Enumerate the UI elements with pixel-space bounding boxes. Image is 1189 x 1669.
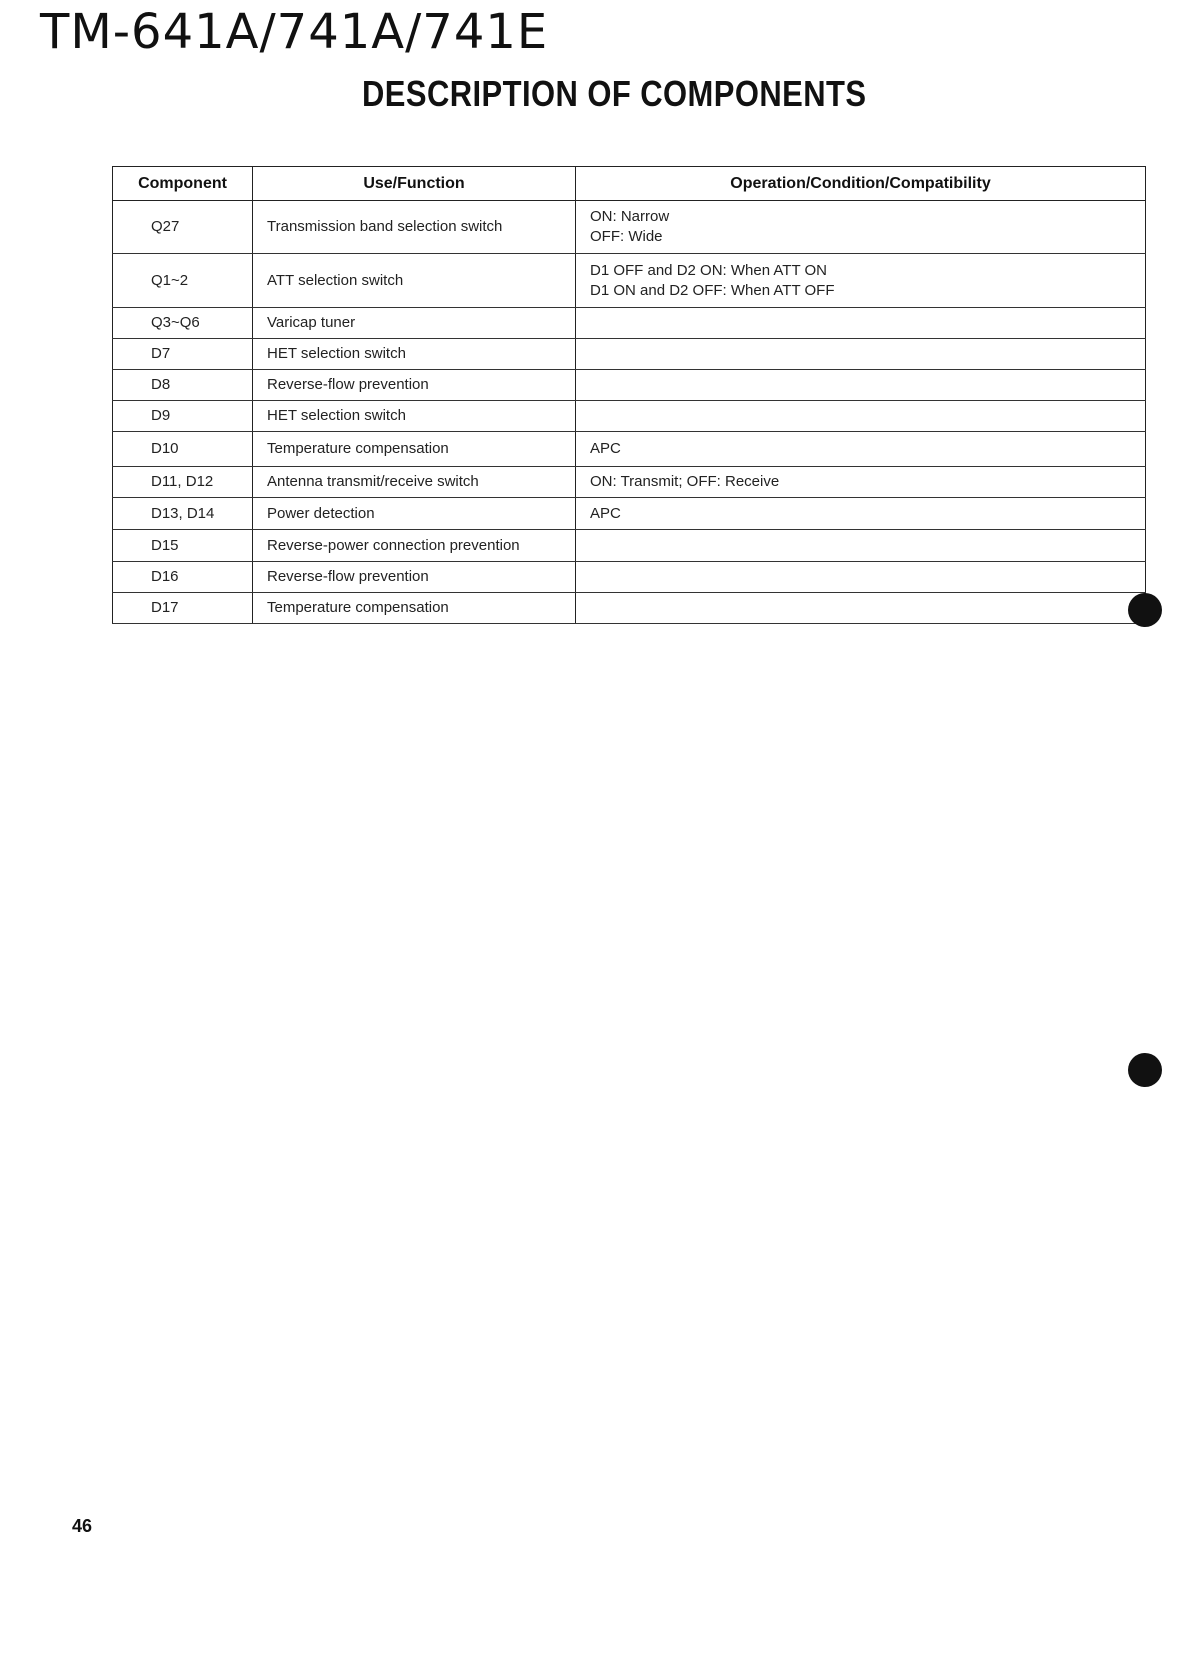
cell-use-function: Temperature compensation <box>253 432 576 467</box>
table-header-row <box>113 167 1146 201</box>
table-row <box>113 432 1146 467</box>
cell-use-function: HET selection switch <box>253 339 576 370</box>
section-title: DESCRIPTION OF COMPONENTS <box>362 73 867 114</box>
cell-component: D7 <box>113 339 253 370</box>
cell-component: D9 <box>113 401 253 432</box>
cell-component: Q1~2 <box>113 254 253 308</box>
cell-use-function: Power detection <box>253 498 576 530</box>
table-row <box>113 593 1146 624</box>
cell-component: D17 <box>113 593 253 624</box>
cell-operation <box>576 530 1146 562</box>
cell-operation <box>576 201 1146 254</box>
table-row <box>113 562 1146 593</box>
operation-line: D1 ON and D2 OFF: When ATT OFF <box>590 281 835 299</box>
table-row <box>113 339 1146 370</box>
operation-line: ON: Transmit; OFF: Receive <box>590 473 780 490</box>
cell-operation <box>576 308 1146 339</box>
page-number: 46 <box>72 1516 93 1536</box>
operation-line: OFF: Wide <box>590 228 663 245</box>
column-header-component: Component <box>113 167 253 201</box>
cell-operation <box>576 498 1146 530</box>
cell-use-function: Varicap tuner <box>253 308 576 339</box>
punch-hole-mark <box>1128 1053 1162 1087</box>
cell-operation <box>576 339 1146 370</box>
cell-operation <box>576 432 1146 467</box>
model-title: TM-641A/741A/741E <box>40 4 549 60</box>
cell-use-function: ATT selection switch <box>253 254 576 308</box>
table-row <box>113 370 1146 401</box>
column-header-operation: Operation/Condition/Compatibility <box>576 167 1146 201</box>
table-row <box>113 530 1146 562</box>
operation-line: D1 OFF and D2 ON: When ATT ON <box>590 261 828 279</box>
operation-line: APC <box>590 440 621 457</box>
cell-use-function: Temperature compensation <box>253 593 576 624</box>
cell-component: Q3~Q6 <box>113 308 253 339</box>
table-row <box>113 467 1146 498</box>
cell-operation <box>576 562 1146 593</box>
table-row <box>113 401 1146 432</box>
cell-use-function: Transmission band selection switch <box>253 201 576 254</box>
cell-use-function: Antenna transmit/receive switch <box>253 467 576 498</box>
column-header-use-function: Use/Function <box>253 167 576 201</box>
cell-component: D13, D14 <box>113 498 253 530</box>
table-row <box>113 254 1146 308</box>
cell-operation <box>576 370 1146 401</box>
punch-hole-mark <box>1128 593 1162 627</box>
cell-component: Q27 <box>113 201 253 254</box>
operation-line: APC <box>590 504 621 522</box>
cell-operation <box>576 467 1146 498</box>
cell-operation <box>576 593 1146 624</box>
table-body <box>113 201 1146 624</box>
components-table <box>112 166 1146 624</box>
cell-operation <box>576 254 1146 308</box>
cell-use-function: HET selection switch <box>253 401 576 432</box>
table-row <box>113 308 1146 339</box>
cell-use-function: Reverse-power connection prevention <box>253 530 576 562</box>
cell-component: D11, D12 <box>113 467 253 498</box>
cell-use-function: Reverse-flow prevention <box>253 370 576 401</box>
cell-component: D16 <box>113 562 253 593</box>
cell-component: D15 <box>113 530 253 562</box>
table-row <box>113 498 1146 530</box>
cell-use-function: Reverse-flow prevention <box>253 562 576 593</box>
cell-operation <box>576 401 1146 432</box>
table-row <box>113 201 1146 254</box>
cell-component: D10 <box>113 432 253 467</box>
operation-line: ON: Narrow <box>590 208 670 225</box>
cell-component: D8 <box>113 370 253 401</box>
